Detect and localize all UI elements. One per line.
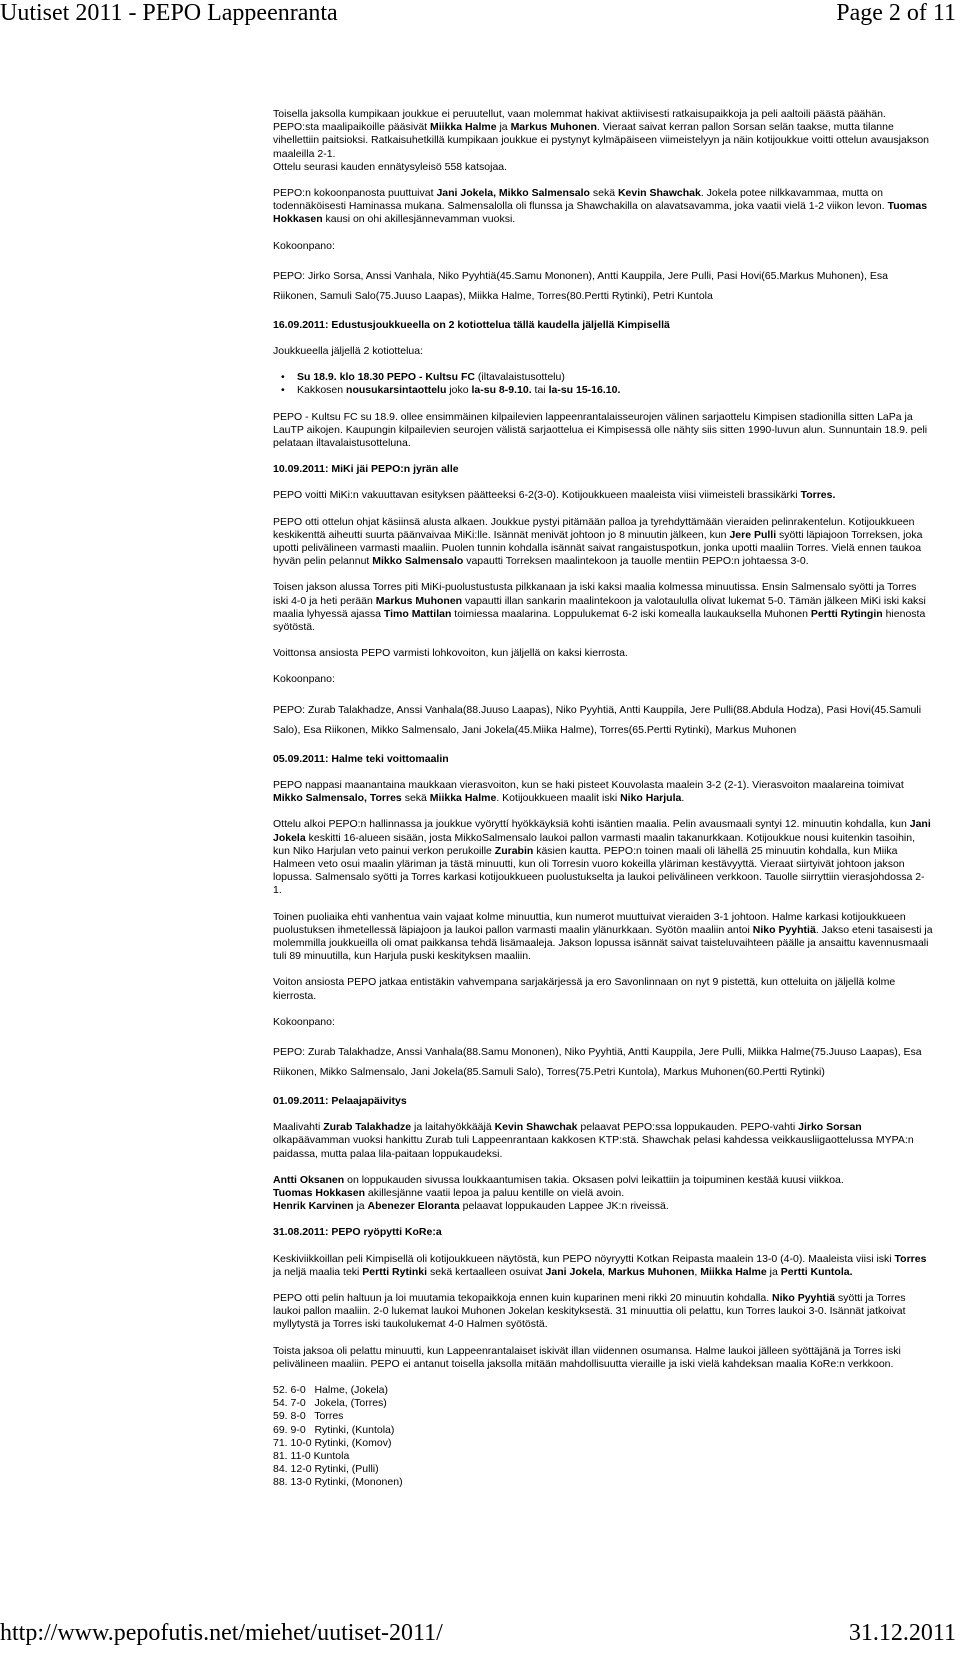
- paragraph: Toinen puoliaika ehti vanhentua vain vajaat kolme minuuttia, kun numerot muuttuivat vieraiden 3-1 johtoon. Halme karkasi kotijoukkueen puolustuksen ihmetellessä läpiajoon ja laukoi pallon varmasti maalin ylänurkkaan. Syötön maaliin antoi Niko Pyyhtiä. Jakso eteni tasaisesti ja molemmilla joukkueilla oli omat paikkansa tehdä lisämaaleja. Jakson lopussa isännät saivat taisteluvaihteen päälle ja ansaittu kavennusmaali tuli 89 minuutilla, kun Harjula puski keskityksen maaliin.: [273, 910, 933, 963]
- paragraph: PEPO otti pelin haltuun ja loi muutamia tekopaikkoja ennen kuin kuparinen meni rikki 20 minuutin kohdalla. Niko Pyyhtiä syötti ja Torres laukoi pallon maaliin. 2-0 lukemat laukoi Muhonen Jokelan keskityksestä. 31 minuuttia oli pelattu, kun Torres laukoi 3-0. Isännät jatkoivat myllytystä ja Torres iski taukolukemat 4-0 Halmen syötöstä.: [273, 1291, 906, 1331]
- paragraph: Toisen jakson alussa Torres piti MiKi-puolustustusta pilkkanaan ja iski kaksi maalia kolmessa minuutissa. Ensin Salmensalo syötti ja Torres iski 4-0 ja heti perään Markus Muhonen vapautti illan sankarin maalintekoon ja valotaululla olivat lukemat 5-0. Tämän jälkeen MiKi iski kaksi maalia lyhyessä ajassa Timo Mattilan toimiessa maalarina. Loppulukemat 6-2 iski komealla laukauksella Muhonen Pertti Rytingin hienosta syötöstä.: [273, 581, 926, 634]
- print-header: [0, 0, 960, 34]
- list-item: • Kakkosen nousukarsintaottelu joko la-su 8-9.10. tai la-su 15-16.10.: [297, 384, 933, 397]
- list-item: 84. 12-0 Rytinki, (Pulli): [273, 1463, 379, 1476]
- paragraph: Voiton ansiosta PEPO jatkaa entistäkin vahvempana sarjakärjessä ja ero Savonlinnaan on nyt 9 pistettä, kun otteluita on jäljellä kolme kierrosta.: [273, 976, 896, 1002]
- list-item: 88. 13-0 Rytinki, (Mononen): [273, 1476, 403, 1489]
- paragraph: Toista jaksoa oli pelattu minuutti, kun Lappeenrantalaiset iskivät illan viidennen osumansa. Halme laukoi jälleen syöttäjänä ja Torres iski pelivälineen maaliin. PEPO ei antanut toisella jaksolla mitään mahdollisuutta vieraille ja iski vielä kahdeksan maalia KoRe:n verkkoon.: [273, 1344, 901, 1370]
- lineup-label: Kokoonpano:: [273, 1015, 335, 1028]
- page-number: Page 2 of 11: [836, 0, 956, 26]
- paragraph: Voittonsa ansiosta PEPO varmisti lohkovoiton, kun jäljellä on kaksi kierrosta.: [273, 647, 628, 660]
- news-heading: 01.09.2011: Pelaajapäivitys: [273, 1094, 407, 1107]
- list-item: 69. 9-0 Rytinki, (Kuntola): [273, 1423, 395, 1436]
- paragraph: PEPO voitti MiKi:n vakuuttavan esityksen päätteeksi 6-2(3-0). Kotijoukkueen maaleista viisi viimeisteli brassikärki Torres.: [273, 489, 836, 502]
- page-url: http://www.pepofutis.net/miehet/uutiset-2011/: [0, 1620, 443, 1646]
- lineup-label: Kokoonpano:: [273, 239, 335, 252]
- list-item: 52. 6-0 Halme, (Jokela): [273, 1383, 388, 1396]
- news-heading: 10.09.2011: MiKi jäi PEPO:n jyrän alle: [273, 463, 459, 476]
- lineup: PEPO: Zurab Talakhadze, Anssi Vanhala(88.Juuso Laapas), Niko Pyyhtiä, Antti Kauppila, Jere Pulli(88.Abdula Hodza), Pasi Hovi(45.Samuli Salo), Esa Riikonen, Mikko Salmensalo, Jani Jokela(45.Miika Halme), Torres(65.Pertti Rytinki), Markus Muhonen: [273, 703, 922, 736]
- news-heading: 05.09.2011: Halme teki voittomaalin: [273, 752, 449, 765]
- list-item: 54. 7-0 Jokela, (Torres): [273, 1397, 387, 1410]
- paragraph: Maalivahti Zurab Talakhadze ja laitahyökkääjä Kevin Shawchak pelaavat PEPO:ssa loppukauden. PEPO-vahti Jirko Sorsan olkapäävamman vuoksi hankittu Zurab tuli Lappeenrantaan kakkosen KTP:stä. Shawchak pelasi kahdessa veikkausliigaottelussa MYPA:n paidassa, mutta palaa lila-paitaan loppukaudeksi.: [273, 1121, 914, 1160]
- paragraph: Keskiviikkoillan peli Kimpisellä oli kotijoukkueen näytöstä, kun PEPO nöyryytti Kotkan Reipasta maalein 13-0 (4-0). Maaleista viisi iski Torres ja neljä maalia teki Pertti Rytinki sekä kertaalleen osuivat Jani Jokela, Markus Muhonen, Miikka Halme ja Pertti Kuntola.: [273, 1252, 927, 1278]
- paragraph: PEPO - Kultsu FC su 18.9. ollee ensimmäinen kilpailevien lappeenrantalaisseurojen välinen sarjaottelu Kimpisen stadionilla sitten LaPa ja LauTP aikojen. Kaupungin kilpailevien seurojen välistä sarjaottelua ei Kimpisessä olle nähty siis sitten 1990-luvun alun. Sunnuntain 18.9. peli pelataan iltavalaistusotteluna.: [273, 410, 928, 450]
- paragraph: PEPO:n kokoonpanosta puuttuivat Jani Jokela, Mikko Salmensalo sekä Kevin Shawchak. Jokela potee nilkkavammaa, mutta on todennäköisesti Haminassa mukana. Salmensalolla oli flunssa ja Shawchakilla on alavatsavamma, joka vaatii vielä 1-2 viikon levon. Tuomas Hokkasen kausi on ohi akillesjännevamman vuoksi.: [273, 187, 928, 226]
- lineup: PEPO: Jirko Sorsa, Anssi Vanhala, Niko Pyyhtiä(45.Samu Mononen), Antti Kauppila, Jere Pulli, Pasi Hovi(65.Markus Muhonen), Esa Riikonen, Samuli Salo(75.Juuso Laapas), Miikka Halme, Torres(80.Pertti Rytinki), Petri Kuntola: [273, 269, 888, 302]
- news-heading: 16.09.2011: Edustusjoukkueella on 2 kotiottelua tällä kaudella jäljellä Kimpisellä: [273, 318, 670, 331]
- lineup: PEPO: Zurab Talakhadze, Anssi Vanhala(88.Samu Mononen), Niko Pyyhtiä, Antti Kauppila, Jere Pulli, Miikka Halme(75.Juuso Laapas), Esa Riikonen, Mikko Salmensalo, Jani Jokela(85.Samuli Salo), Torres(75.Petri Kuntola), Markus Muhonen(60.Pertti Rytinki): [273, 1045, 922, 1078]
- paragraph: PEPO otti ottelun ohjat käsiinsä alusta alkaen. Joukkue pystyi pitämään palloa ja tyrehdyttämään vieraiden pelinrakentelun. Kotijoukkueen keskikenttä aiheutti suurta päänvaivaa MiKi:lle. Isännät menivät johtoon jo 8 minuutin jälkeen, kun Jere Pulli syötti läpiajoon Torreksen, joka upotti pelivälineen varmasti maaliin. Puolen tunnin kohdalla isännät saivat rangaistuspotkun, jonka upotti maaliin Torres. Vielä ennen taukoa hyvän pelin pelannut Mikko Salmensalo vapautti Torreksen maalintekoon ja tauolle mentiin PEPO:n johtaessa 3-0.: [273, 515, 923, 568]
- list-item: 71. 10-0 Rytinki, (Komov): [273, 1436, 392, 1449]
- list-item: 81. 11-0 Kuntola: [273, 1450, 350, 1462]
- paragraph: Ottelu alkoi PEPO:n hallinnassa ja joukkue vyöryttí hyökkäyksiä kohti isäntien maalia. Pelin avausmaali syntyi 12. minuutin kohdalla, kun Jani Jokela keskitti 16-alueen sisään, josta MikkoSalmensalo laukoi pallon varmasti maalin takanurkkaan. Kotijoukkue nousi kuitenkin tasoihin, kun Niko Harjulan veto painui verkon perukoille Zurabin käsien kautta. PEPO:n toinen maali oli lähellä 25 minuutin kohdalla, kun Miika Halmeen veto osui maalin yläriman ja tästä minuutti, kun oli Torresin vuoro kokeilla yläriman kestävyyttä. Vieraat siirtyivät johtoon jakson lopussa. Salmensalo syötti ja Torres karkasi kotijoukkueen puolustukselta ja laukoi pelivälineen verkkoon. Tauolle siirryttiin vierasjohdossa 2-1.: [273, 818, 931, 897]
- list-item: • Su 18.9. klo 18.30 PEPO - Kultsu FC (iltavalaistusottelu): [297, 371, 933, 384]
- article-content: [273, 108, 933, 1490]
- print-date: 31.12.2011: [848, 1620, 956, 1646]
- news-heading: 31.08.2011: PEPO ryöpytti KoRe:a: [273, 1226, 442, 1239]
- print-footer: [0, 1620, 960, 1654]
- fixture-list: [273, 371, 933, 397]
- paragraph: PEPO nappasi maanantaina maukkaan vierasvoiton, kun se haki pisteet Kouvolasta maalein 3-2 (2-1). Vierasvoiton maalareina toimivat Mikko Salmensalo, Torres sekä Miikka Halme. Kotijoukkueen maalit iski Niko Harjula.: [273, 778, 904, 805]
- goal-list: [273, 1384, 933, 1490]
- document-title: Uutiset 2011 - PEPO Lappeenranta: [0, 0, 338, 26]
- lineup-label: Kokoonpano:: [273, 673, 335, 686]
- paragraph: Joukkueella jäljellä 2 kotiottelua:: [273, 345, 424, 358]
- list-item: 59. 8-0 Torres: [273, 1410, 344, 1423]
- paragraph: Antti Oksanen on loppukauden sivussa loukkaantumisen takia. Oksasen polvi leikattiin ja toipuminen kestää kuusi viikkoa. Tuomas Hokkasen akillesjänne vaatii lepoa ja paluu kentille on vielä avoin. Henrik Karvinen ja Abenezer Eloranta pelaavat loppukauden Lappee JK:n riveissä.: [273, 1173, 844, 1213]
- paragraph: Toisella jaksolla kumpikaan joukkue ei peruutellut, vaan molemmat hakivat aktiivisesti ratkaisupaikkoja ja peli aaltoili päästä päähän. PEPO:sta maalipaikoille pääsivät Miikka Halme ja Markus Muhonen. Vieraat saivat kerran pallon Sorsan selän taakse, mutta tilanne vihellettiin paitsioksi. Ratkaisuhetkillä kumpikaan joukkue ei pystynyt kylmäpäiseen viimeistelyyn ja näin kotijoukkue voitti ottelun avausjakson maaleilla 2-1. Ottelu seurasi kauden ennätysyleisö 558 katsojaa.: [273, 108, 929, 173]
